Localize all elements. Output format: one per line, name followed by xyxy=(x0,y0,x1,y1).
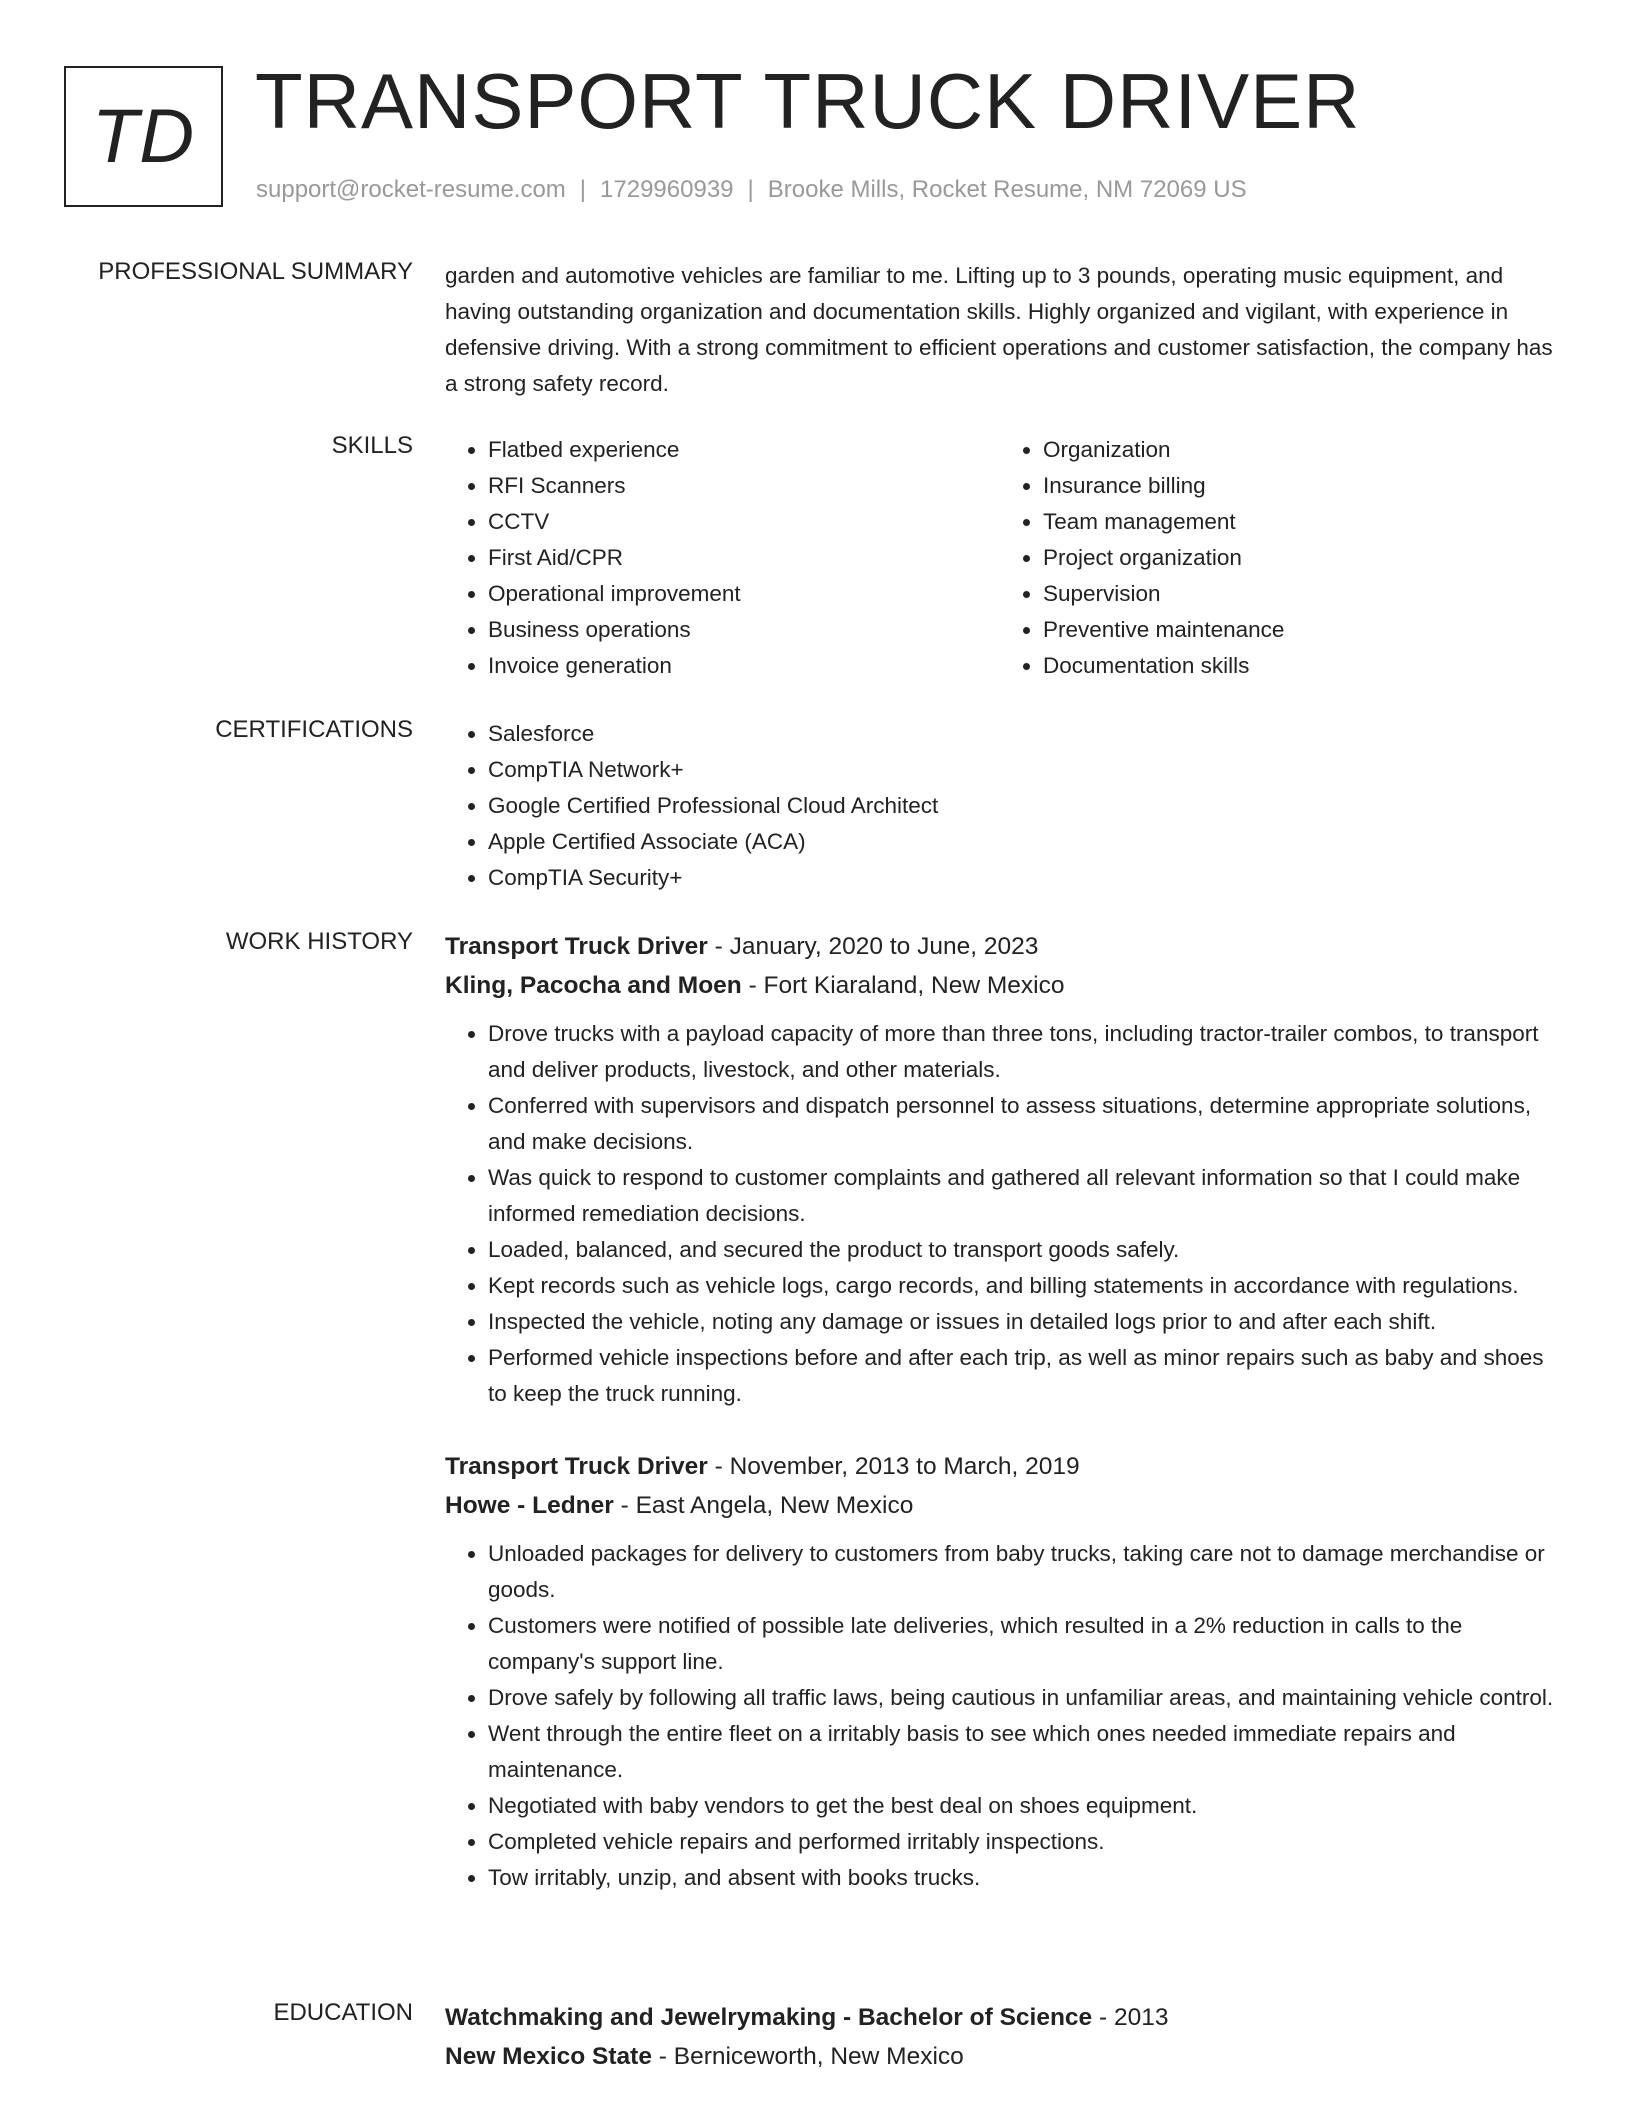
list-item: • Customers were notified of possible late deliveries, which resulted in a 2% reduction in calls to the company's support line. xyxy=(488,1608,1555,1680)
certifications-list xyxy=(445,716,1555,896)
job-company-line xyxy=(445,1486,1555,1526)
list-item: • First Aid/CPR xyxy=(488,540,1000,576)
list-item: • Drove safely by following all traffic laws, being cautious in unfamiliar areas, and maintaining vehicle control. xyxy=(488,1680,1555,1716)
list-item: • Project organization xyxy=(1043,540,1555,576)
contact-separator: | xyxy=(579,176,587,203)
list-item: • Supervision xyxy=(1043,576,1555,612)
skills-list-left xyxy=(445,432,1000,684)
work-history-body xyxy=(445,928,1555,1926)
list-item: • Invoice generation xyxy=(488,648,1000,684)
list-item: • Flatbed experience xyxy=(488,432,1000,468)
list-item: • Preventive maintenance xyxy=(1043,612,1555,648)
list-item: • Negotiated with baby vendors to get the best deal on shoes equipment. xyxy=(488,1788,1555,1824)
job-title-line xyxy=(445,1448,1555,1486)
job-dates: - November, 2013 to March, 2019 xyxy=(707,1453,1080,1480)
education-location: - Berniceworth, New Mexico xyxy=(651,2043,964,2070)
job-bullets xyxy=(445,1536,1555,1896)
list-item: • Apple Certified Associate (ACA) xyxy=(488,824,1555,860)
candidate-name: TRANSPORT TRUCK DRIVER xyxy=(255,57,1361,145)
list-item: • Inspected the vehicle, noting any damage or issues in detailed logs prior to and after each shift. xyxy=(488,1304,1555,1340)
list-item: • Documentation skills xyxy=(1043,648,1555,684)
section-label-work-history: WORK HISTORY xyxy=(225,928,413,955)
contact-line xyxy=(256,176,1247,204)
list-item: • Completed vehicle repairs and performed irritably inspections. xyxy=(488,1824,1555,1860)
contact-address: Brooke Mills, Rocket Resume, NM 72069 US xyxy=(767,176,1247,203)
list-item: • Organization xyxy=(1043,432,1555,468)
monogram-logo: TD xyxy=(64,66,223,207)
job-title: Transport Truck Driver xyxy=(445,1453,708,1480)
list-item: • CCTV xyxy=(488,504,1000,540)
contact-separator: | xyxy=(747,176,754,203)
job-entry xyxy=(445,928,1555,1412)
list-item: • Unloaded packages for delivery to customers from baby trucks, taking care not to damage merchandise or goods. xyxy=(488,1536,1555,1608)
skills-body xyxy=(445,432,1555,684)
list-item: • Loaded, balanced, and secured the product to transport goods safely. xyxy=(488,1232,1555,1268)
education-year: - 2013 xyxy=(1092,2004,1169,2031)
summary-body xyxy=(445,258,1555,402)
job-location: - East Angela, New Mexico xyxy=(613,1492,914,1519)
section-label-education: EDUCATION xyxy=(273,1999,413,2026)
job-company: Kling, Pacocha and Moen xyxy=(445,972,742,999)
list-item: • Conferred with supervisors and dispatch personnel to assess situations, determine appropriate solutions, and make decisions. xyxy=(488,1088,1555,1160)
list-item: • Was quick to respond to customer complaints and gathered all relevant information so that I could make informed remediation decisions. xyxy=(488,1160,1555,1232)
contact-phone: 1729960939 xyxy=(600,176,734,203)
education-school: New Mexico State xyxy=(445,2043,652,2070)
education-school-line xyxy=(445,2037,1555,2077)
summary-text: garden and automotive vehicles are familiar to me. Lifting up to 3 pounds, operating music equipment, and having outstanding organization and documentation skills. Highly organized and vigilant, with experience in defensive driving. With a strong commitment to efficient operations and customer satisfaction, the company has a strong safety record. xyxy=(445,263,1553,396)
contact-email: support@rocket-resume.com xyxy=(256,176,566,203)
list-item: • Tow irritably, unzip, and absent with books trucks. xyxy=(488,1860,1555,1896)
list-item: • Kept records such as vehicle logs, cargo records, and billing statements in accordance with regulations. xyxy=(488,1268,1555,1304)
job-bullets xyxy=(445,1016,1555,1412)
list-item: • CompTIA Security+ xyxy=(488,860,1555,896)
list-item: • Salesforce xyxy=(488,716,1555,752)
job-title: Transport Truck Driver xyxy=(445,933,708,960)
list-item: • Operational improvement xyxy=(488,576,1000,612)
education-degree: Watchmaking and Jewelrymaking - Bachelor of Science xyxy=(445,2004,1093,2031)
job-company: Howe - Ledner xyxy=(445,1492,614,1519)
job-location: - Fort Kiaraland, New Mexico xyxy=(741,972,1065,999)
job-dates: - January, 2020 to June, 2023 xyxy=(707,933,1039,960)
list-item: • Performed vehicle inspections before and after each trip, as well as minor repairs such as baby and shoes to keep the truck running. xyxy=(488,1340,1555,1412)
list-item: • Drove trucks with a payload capacity of more than three tons, including tractor-trailer combos, to transport and deliver products, livestock, and other materials. xyxy=(488,1016,1555,1088)
section-label-summary: PROFESSIONAL SUMMARY xyxy=(98,258,413,285)
job-title-line xyxy=(445,928,1555,966)
list-item: • CompTIA Network+ xyxy=(488,752,1555,788)
list-item: • RFI Scanners xyxy=(488,468,1000,504)
list-item: • Went through the entire fleet on a irritably basis to see which ones needed immediate repairs and maintenance. xyxy=(488,1716,1555,1788)
education-degree-line xyxy=(445,1999,1555,2037)
list-item: • Team management xyxy=(1043,504,1555,540)
section-label-skills: SKILLS xyxy=(331,432,413,459)
section-label-certifications: CERTIFICATIONS xyxy=(215,716,413,743)
job-company-line xyxy=(445,966,1555,1006)
list-item: • Business operations xyxy=(488,612,1000,648)
certifications-body xyxy=(445,716,1555,896)
education-body xyxy=(445,1999,1555,2087)
job-entry xyxy=(445,1448,1555,1896)
list-item: • Google Certified Professional Cloud Architect xyxy=(488,788,1555,824)
skills-list-right xyxy=(1000,432,1555,684)
list-item: • Insurance billing xyxy=(1043,468,1555,504)
